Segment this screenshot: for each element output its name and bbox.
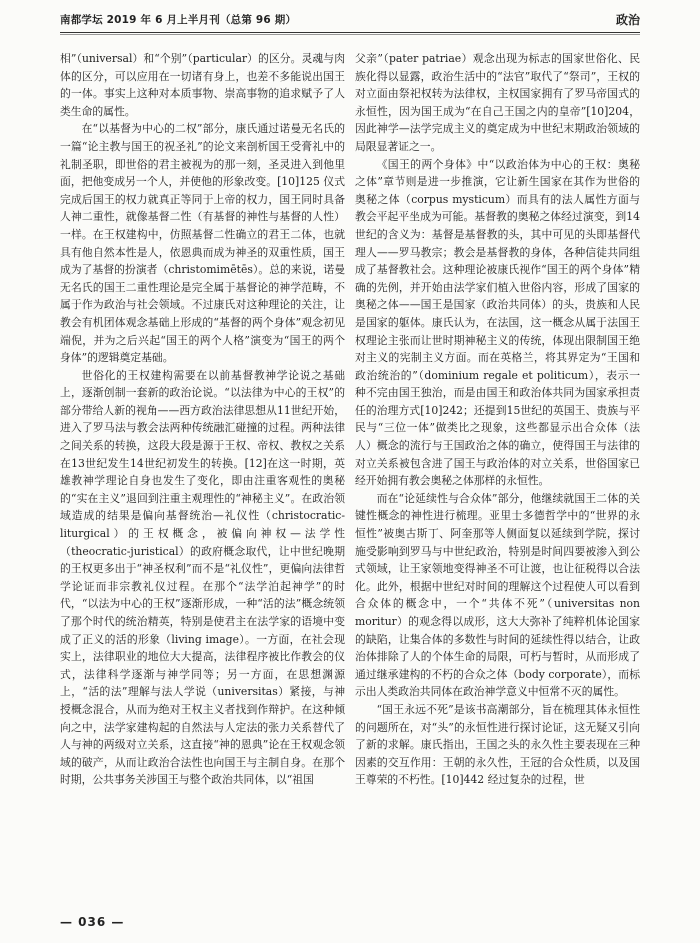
paragraph: 《国王的两个身体》中“以政治体为中心的王权：奥秘之体”章节则是进一步推演，它让新生国家在其作为世俗的奥秘之体（corpus mysticum）而具有的法人属性方面与教会平起平坐成为可能。基督教的奥秘之体经过演变，到14世纪的含义为：基督是基督教的头，其中可见的头即基督代理人——罗马教宗；教会是基督教的身体，各种信徒共同组成了基督教社会。这种理论被康氏视作“国王的两个身体”精确的先例，并开始由法学家们植入世俗内容，形成了国家的奥秘之体——国王是国家（政治共同体）的头，贵族和人民是国家的躯体。康氏认为，在法国，这一概念从属于法国王权理论主张而让世时期神秘主义的传统，体现出限制国王绝对主义的宪制主义方面。而在英格兰，将其界定为“王国和政治统治的”（dominium regale et politicum），表示一种不完由国王独治，而是由国王和政治体共同为国家承担责任的治理方式[10]242；还提到15世纪的英国王、贵族与平民与“三位一体”做类比之现象，这些都显示出合众体（法人）概念的流行与王国政治之体的确立，使得国王与法律的对立关系被包含进了国王与政治体的对立关系，世俗国家已经开始拥有教会奥秘之体那样的永恒性。	[355, 157, 640, 488]
paragraph: 而在“论延续性与合众体”部分，他继续就国王二体的关键性概念的神性进行梳理。亚里士多德哲学中的“世界的永恒性”被奥古斯丁、阿奎那等人侧面复以延续到学院，探讨施受影响到罗马与中世纪政治，特别是时间四要被渗入到公式领域，让王家领地变得神圣不可让渡，也让征税得以合法化。此外，根据中世纪对时间的理解这个过程使人可以看到合众体的概念中，一个“共体不死”（universitas non moritur）的观念得以成形，这大大弥补了纯粹机体论国家的缺陷，让集合体的多数性与时间的延续性得以结合，让政治体排除了人的个体生命的局限，可朽与暂时，从而形成了通过继承建构的不朽的合众之体（body corporate），而标示出人类政治共同体在政治神学意义中恒常不灭的属性。	[355, 491, 640, 699]
paragraph: 世俗化的王权建构需要在以前基督教神学论说之基础上，逐渐创制一套新的政治论说。“以法律为中心的王权”的部分带给人新的视角——西方政治法律思想从11世纪开始，进入了罗马法与教会法两种传统融汇碰撞的过程。两种法律之间关系的转换，这段大段是源于王权、帝权、教权之关系在13世纪发生14世纪初发生的转换。[12]在这一时期，英雄教神学理论自身也发生了变化，即由注重客观性的奥秘的“实在主义”退回到注重主观理性的“神秘主义”。在政治领域造成的结果是偏向基督统治—礼仪性（christocratic-liturgical）的王权概念，被偏向神权—法学性（theocratic-juristical）的政府概念取代，让中世纪晚期的王权更多出于“神圣权利”而不是“礼仪性”，更偏向法律哲学论证而非宗教礼仪过程。在那个“法学泊起神学”的时代，“以法为中心的王权”逐渐形成，一种“活的法”概念统领了那个时代的统治精英，特别是使君主在法学家的语境中变成了正义的活的形象（living image）。一方面，在社会现实上，法律职业的地位大大提高，法律程序被比作教会的仪式，法律科学逐渐与神学同等；另一方面，在思想渊源上，“活的法”理解与法人学说（universitas）紧接，与神授概念混合，从而为绝对王权主义者找到作辩护。在这种倾向之中，法学家建构起的自然法与人定法的张力关系替代了人与神的两级对立关系，这直接“神的恩典”论在王权观念领域的破产，从而让政治合法性也向国王与主制自身。在那个时期，公共事务关涉国王与整个政治共同体，以“祖国	[60, 368, 345, 787]
page-header	[60, 7, 640, 31]
section-label: 政治	[615, 13, 640, 27]
page-number: — 036 —	[60, 915, 125, 929]
left-column	[60, 50, 345, 789]
journal-title: 南都学坛 2019 年 6 月上半月刊（总第 96 期）	[60, 14, 297, 26]
paragraph: 在“以基督为中心的二权”部分，康氏通过诺曼无名氏的一篇“论主教与国王的祝圣礼”的论文来剖析国王受膏礼中的礼制圣职，即世俗的君主被视为的那一刻，圣灵进入到他里面，把他变成另一个人，并使他的形象改变。[10]125 仪式完成后国王的权力就真正等同于上帝的权力，国王同时具备人神二重性，就像基督二性（有基督的神性与基督的人性）一样。在王权建构中，仿照基督二性确立的君王二体，也就具有他自然本性是人，依恩典而成为神圣的双重性质，国王成为了基督的扮演者（christomimētēs）。总的来说，诺曼无名氏的国王二重性理论是完全属于基督论的神学范畴，不属于作为政治与社会领域。不过康氏对这种理论的关注，让教会有机团体观念基础上形成的“基督的两个身体”观念初见端倪，并为之后兴起“国王的两个人格”演变为“国王的两个身体”的逻辑奠定基础。	[60, 122, 345, 365]
paragraph: 相”（universal）和“个别”（particular）的区分。灵魂与肉体的区分，可以应用在一切诸有身上，也差不多能说出国王的一体。事实上这种对本质事物、崇高事物的追求赋予了人类生命的属性。	[60, 52, 345, 118]
header-rule-thin	[60, 34, 640, 35]
paragraph: 父亲”（pater patriae）观念出现为标志的国家世俗化、民族化得以显露，政治生活中的“法官”取代了“祭司”，王权的对立面由祭祀权转为法律权，主权国家拥有了罗马帝国式的永恒性，因为国王成为“在自己王国之内的皇帝”[10]204，因此神学—法学完成主义的奠定成为中世纪末期政治领域的局限显著证之一。	[355, 52, 640, 153]
header-rule	[60, 32, 640, 33]
right-column	[355, 50, 640, 789]
paragraph: “国王永远不死”是该书高潮部分，旨在梳理其体永恒性的问题所在，对“头”的永恒性进行探讨论证，这无疑又引向了新的求解。康氏指出，王国之头的永久性主要表现在三种因素的交互作用：王朝的永久性，王冠的合众性质，以及国王尊荣的不朽性。[10]442 经过复杂的过程，世	[355, 702, 640, 787]
